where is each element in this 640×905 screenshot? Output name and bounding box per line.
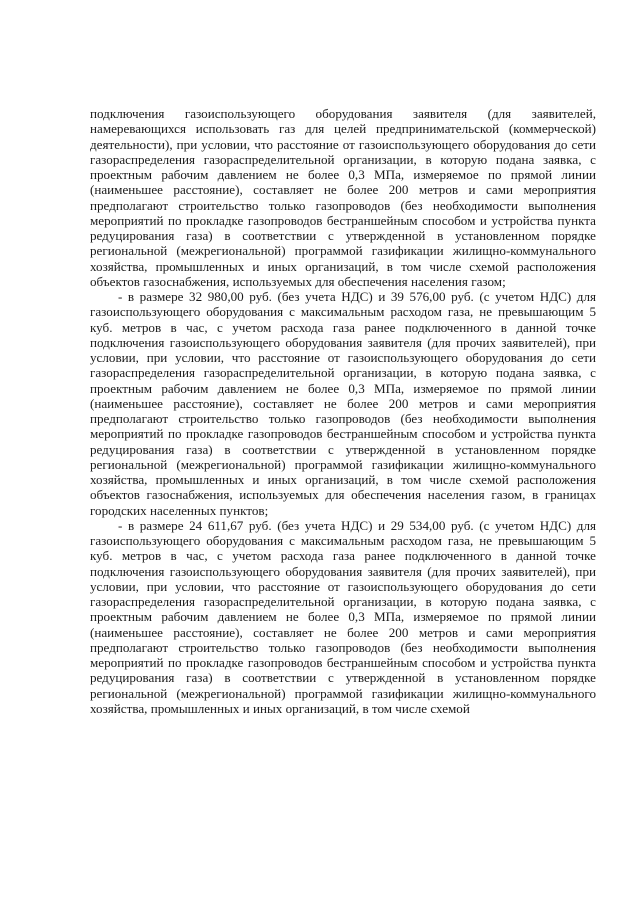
paragraph-tariff-other: - в размере 24 611,67 руб. (без учета НДС) и 29 534,00 руб. (с учетом НДС) для газоиспользующего оборудования с максимальным расходом газа, не превышающим 5 куб. метров в час, с учетом расхода газа ранее подключенного в данной точке подключения газоиспользующего оборудования заявителя (для прочих заявителей), при условии, при условии, что расстояние от газоиспользующего оборудования до сети газораспределения газораспределительной организации, в которую подана заявка, с проектным рабочим давлением не более 0,3 МПа, измеряемое по прямой линии (наименьшее расстояние), составляет не более 200 метров и сами мероприятия предполагают строительство только газопроводов (без необходимости выполнения мероприятий по прокладке газопроводов бестраншейным способом и устройства пункта редуцирования газа) в соответствии с утвержденной в установленном порядке региональной (межрегиональной) программой газификации жилищно-коммунального хозяйства, промышленных и иных организаций, в том числе схемой	[90, 517, 596, 716]
document-page	[90, 106, 596, 716]
paragraph-tariff-urban: - в размере 32 980,00 руб. (без учета НДС) и 39 576,00 руб. (с учетом НДС) для газоиспользующего оборудования с максимальным расходом газа, не превышающим 5 куб. метров в час, с учетом расхода газа ранее подключенного в данной точке подключения газоиспользующего оборудования заявителя (для прочих заявителей), при условии, при условии, что расстояние от газоиспользующего оборудования до сети газораспределения газораспределительной организации, в которую подана заявка, с проектным рабочим давлением не более 0,3 МПа, измеряемое по прямой линии (наименьшее расстояние), составляет не более 200 метров и сами мероприятия предполагают строительство только газопроводов (без необходимости выполнения мероприятий по прокладке газопроводов бестраншейным способом и устройства пункта редуцирования газа) в соответствии с утвержденной в установленном порядке региональной (межрегиональной) программой газификации жилищно-коммунального хозяйства, промышленных и иных организаций, в том числе схемой расположения объектов газоснабжения, используемых для обеспечения населения газом, в границах городских населенных пунктов;	[90, 289, 596, 518]
paragraph-continuation: подключения газоиспользующего оборудования заявителя (для заявителей, намеревающихся использовать газ для целей предпринимательской (коммерческой) деятельности), при условии, что расстояние от газоиспользующего оборудования до сети газораспределения газораспределительной организации, в которую подана заявка, с проектным рабочим давлением не более 0,3 МПа, измеряемое по прямой линии (наименьшее расстояние), составляет не более 200 метров и сами мероприятия предполагают строительство только газопроводов (без необходимости выполнения мероприятий по прокладке газопроводов бестраншейным способом и устройства пункта редуцирования газа) в соответствии с утвержденной в установленном порядке региональной (межрегиональной) программой газификации жилищно-коммунального хозяйства, промышленных и иных организаций, в том числе схемой расположения объектов газоснабжения, используемых для обеспечения населения газом;	[90, 106, 596, 289]
